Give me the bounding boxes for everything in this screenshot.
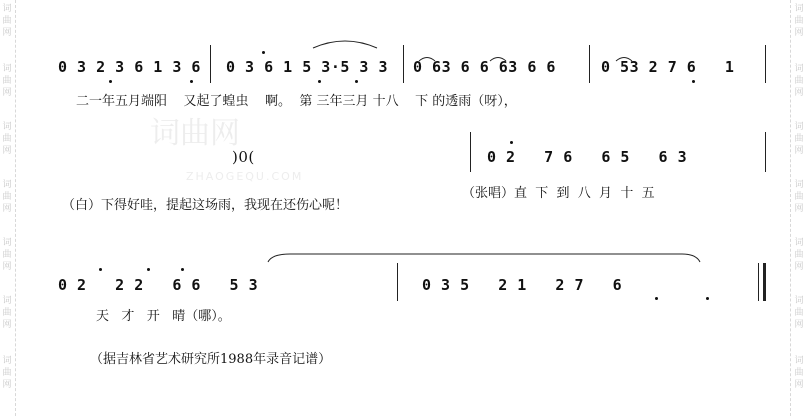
watermark-char: 网	[2, 88, 12, 98]
watermark-char: 词	[2, 356, 12, 366]
row3-lyrics: 天 才 开 晴（哪）。	[96, 309, 231, 324]
measure-3-notes: 0 63 6 6 63 6 6	[413, 58, 556, 76]
watermark-char: 网	[2, 28, 12, 38]
octave-dot-low	[706, 297, 709, 300]
watermark-char: 曲	[794, 250, 804, 260]
watermark-char: 曲	[2, 134, 12, 144]
watermark-char: 网	[2, 320, 12, 330]
final-barline-thick	[763, 263, 766, 301]
octave-dot-high	[147, 268, 150, 271]
watermark-char: 曲	[2, 192, 12, 202]
watermark-char: 曲	[794, 76, 804, 86]
center-watermark-cn: 词曲网	[150, 116, 240, 151]
watermark-char: 曲	[2, 368, 12, 378]
final-barline	[758, 263, 759, 301]
watermark-char: 词	[2, 180, 12, 190]
watermark-char: 词	[2, 122, 12, 132]
phrase-tie	[268, 254, 700, 262]
watermark-char: 词	[794, 4, 804, 14]
watermark-char: 词	[2, 64, 12, 74]
watermark-char: 曲	[794, 192, 804, 202]
watermark-char: 网	[794, 28, 804, 38]
watermark-char: 词	[794, 356, 804, 366]
watermark-char: 词	[2, 238, 12, 248]
watermark-char: 曲	[2, 250, 12, 260]
watermark-char: 曲	[794, 134, 804, 144]
watermark-char: 网	[794, 146, 804, 156]
measure-2-notes: 0 3 6 1 5 3·5 3 3	[226, 58, 389, 76]
watermark-char: 曲	[2, 308, 12, 318]
row2-spoken-text: （白）下得好哇，提起这场雨，我现在还伤心呢！	[62, 198, 349, 213]
barline	[397, 263, 398, 301]
watermark-char: 词	[794, 180, 804, 190]
row2-notes: 0 2 7 6 6 5 6 3	[487, 148, 688, 166]
watermark-char: 曲	[794, 16, 804, 26]
watermark-char: 词	[794, 64, 804, 74]
octave-dot-high	[99, 268, 102, 271]
watermark-char: 网	[2, 380, 12, 390]
watermark-char: 网	[2, 262, 12, 272]
octave-dot-low	[655, 297, 658, 300]
watermark-char: 网	[794, 88, 804, 98]
row2-singer-lyrics: （张唱）直 下 到 八 月 十 五	[462, 186, 655, 201]
watermark-char: 曲	[2, 16, 12, 26]
watermark-char: 曲	[794, 368, 804, 378]
watermark-char: 网	[794, 262, 804, 272]
row3-measure-1-notes: 0 2 2 2 6 6 5 3	[58, 276, 259, 294]
watermark-char: 网	[2, 146, 12, 156]
watermark-char: 词	[2, 4, 12, 14]
row1-lyrics: 二一年五月端阳 又起了蝗虫 啊。 第 三年三月 十八 下 的透雨（呀），	[76, 94, 517, 109]
watermark-char: 曲	[2, 76, 12, 86]
spoken-rest: )0(	[232, 148, 255, 166]
watermark-char: 词	[794, 122, 804, 132]
octave-dot-high	[181, 268, 184, 271]
watermark-char: 曲	[794, 308, 804, 318]
watermark-char: 词	[794, 296, 804, 306]
watermark-char: 网	[794, 320, 804, 330]
center-watermark-latin: ZHAOGEQU.COM	[186, 170, 304, 183]
measure-1-notes: 0 3 2 3 6 1 3 6	[58, 58, 201, 76]
watermark-char: 词	[2, 296, 12, 306]
watermark-char: 网	[794, 204, 804, 214]
measure-4-notes: 0 53 2 7 6 1	[601, 58, 735, 76]
watermark-char: 网	[794, 380, 804, 390]
source-note: （据吉林省艺术研究所1988年录音记谱）	[90, 352, 332, 367]
watermark-char: 词	[794, 238, 804, 248]
watermark-char: 网	[2, 204, 12, 214]
row3-measure-2-notes: 0 3 5 2 1 2 7 6	[422, 276, 623, 294]
